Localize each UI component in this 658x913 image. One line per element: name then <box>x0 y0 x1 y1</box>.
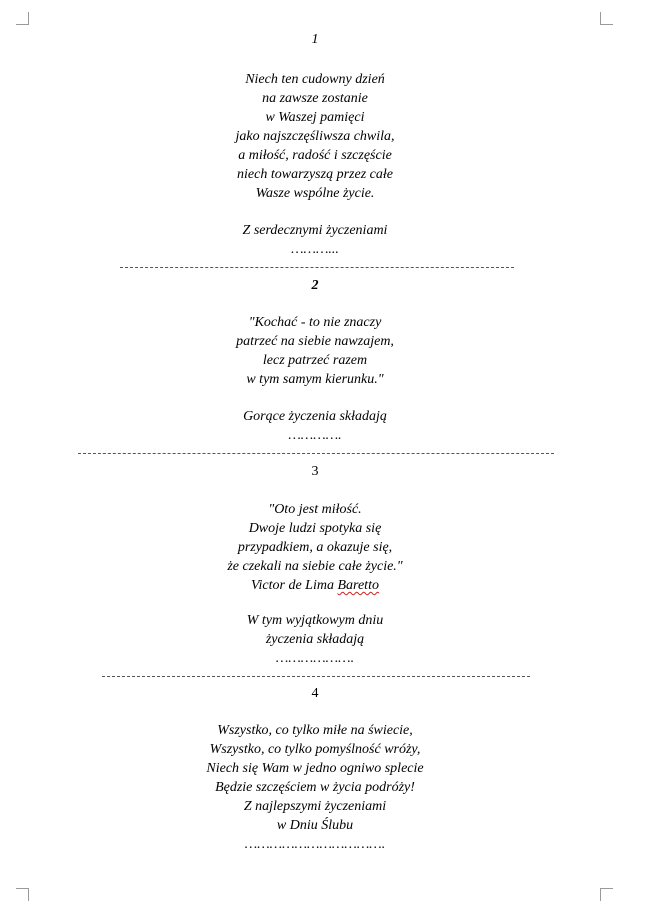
closing-line: Gorące życzenia składają <box>243 409 387 424</box>
poem-line: Będzie szczęściem w życia podróży! <box>215 780 415 795</box>
signature-dots: ………………. <box>275 651 355 666</box>
poem-line: na zawsze zostanie <box>262 91 368 106</box>
poem-line: "Oto jest miłość. <box>268 502 362 517</box>
poem-line: niech towarzyszą przez całe <box>237 167 393 182</box>
poem-line: patrzeć na siebie nawzajem, <box>236 334 394 349</box>
closing-line: życzenia składają <box>265 632 365 647</box>
signature-dots: …………. <box>288 428 342 443</box>
poem-line: że czekali na siebie całe życie." <box>227 559 403 574</box>
separator <box>120 267 514 268</box>
closing-line: Z serdecznymi życzeniami <box>242 223 388 238</box>
poem-line: Niech się Wam w jedno ogniwo splecie <box>206 761 424 776</box>
separator <box>78 453 554 454</box>
poem-line: a miłość, radość i szczęście <box>238 148 392 163</box>
crop-mark-bottom-left <box>16 888 29 901</box>
crop-mark-top-left <box>16 12 29 25</box>
poem-line: lecz patrzeć razem <box>262 353 368 368</box>
signature-dots: ……………………………. <box>244 837 386 852</box>
closing-line: w Dniu Ślubu <box>276 818 354 833</box>
poem-line: w Waszej pamięci <box>265 110 365 125</box>
author-line <box>0 576 630 595</box>
poem-line: Wszystko, co tylko pomyślność wróży, <box>209 742 421 757</box>
poem-line: "Kochać - to nie znaczy <box>248 315 382 330</box>
poem-line: Dwoje ludzi spotyka się <box>248 521 382 536</box>
poem-number: 2 <box>311 278 319 293</box>
closing-line: W tym wyjątkowym dniu <box>246 613 384 628</box>
poem-number: 4 <box>311 686 319 701</box>
poem-line: w tym samym kierunku." <box>246 372 384 387</box>
crop-mark-bottom-right <box>600 888 613 901</box>
poem-line: Niech ten cudowny dzień <box>245 72 385 87</box>
poem-number: 1 <box>311 32 319 47</box>
poem-line: Wszystko, co tylko miłe na świecie, <box>217 723 413 738</box>
poem-line: Wasze wspólne życie. <box>255 186 375 201</box>
signature-dots: ………... <box>291 242 339 257</box>
author-surname: Baretto <box>337 578 379 593</box>
author-first-names: Victor de Lima <box>251 578 338 593</box>
crop-mark-top-right <box>600 12 613 25</box>
separator <box>102 676 530 677</box>
poem-line: przypadkiem, a okazuje się, <box>237 540 393 555</box>
poem-line: jako najszczęśliwsza chwila, <box>235 129 395 144</box>
closing-line: Z najlepszymi życzeniami <box>243 799 387 814</box>
poem-number: 3 <box>311 464 319 479</box>
